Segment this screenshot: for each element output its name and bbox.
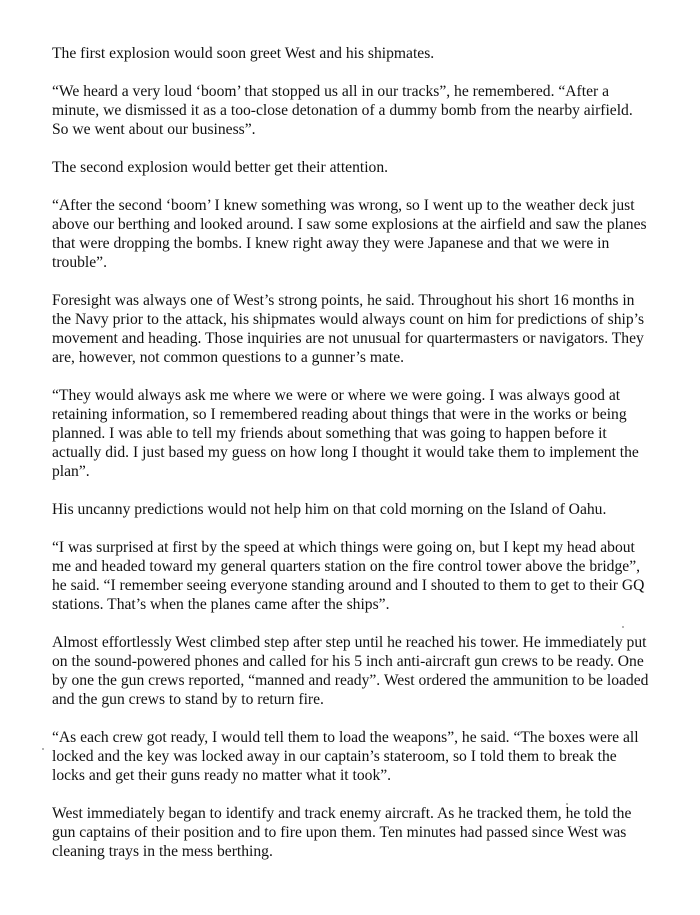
text-body <box>52 44 652 880</box>
paragraph-4: “After the second ‘boom’ I knew something was wrong, so I went up to the weather deck just above our berthing and looked around. I saw some explosions at the airfield and saw the planes that were dropping the bombs. I knew right away they were Japanese and that we were in trouble”. <box>52 197 647 271</box>
paragraph-8: “I was surprised at first by the speed at which things were going on, but I kept my head about me and headed toward my general quarters station on the fire control tower above the bridge”, he said. “I remember seeing everyone standing around and I shouted to them to get to their GQ stations. That’s when the planes came after the ships”. <box>52 539 645 613</box>
paragraph-9: Almost effortlessly West climbed step after step until he reached his tower. He immediately put on the sound-powered phones and called for his 5 inch anti-aircraft gun crews to be ready. One by one the gun crews reported, “manned and ready”. West ordered the ammunition to be loaded and the gun crews to stand by to return fire. <box>52 634 649 708</box>
paragraph-11: West immediately began to identify and track enemy aircraft. As he tracked them, he told the gun captains of their position and to fire upon them. Ten minutes had passed since West was cleaning trays in the mess berthing. <box>52 805 632 860</box>
paragraph-7: His uncanny predictions would not help him on that cold morning on the Island of Oahu. <box>52 501 607 518</box>
paragraph-10: “As each crew got ready, I would tell them to load the weapons”, he said. “The boxes were all locked and the key was locked away in our captain’s stateroom, so I told them to break the locks and get their guns ready no matter what it took”. <box>52 729 639 784</box>
scan-speck <box>622 626 624 628</box>
paragraph-2: “We heard a very loud ‘boom’ that stopped us all in our tracks”, he remembered. “After a minute, we dismissed it as a too-close detonation of a dummy bomb from the nearby airfield. So we went about our business”. <box>52 83 633 138</box>
scan-speck <box>42 748 44 750</box>
paragraph-1: The first explosion would soon greet West and his shipmates. <box>52 45 435 62</box>
paragraph-6: “They would always ask me where we were or where we were going. I was always good at retaining information, so I remembered reading about things that were in the works or being planned. I was able to tell my friends about something that was going to happen before it actually did. I just based my guess on how long I thought it would take them to implement the plan”. <box>52 387 639 480</box>
scan-speck <box>566 803 568 805</box>
paragraph-5: Foresight was always one of West’s strong points, he said. Throughout his short 16 months in the Navy prior to the attack, his shipmates would always count on him for predictions of ship’s movement and heading. Those inquiries are not unusual for quartermasters or navigators. They are, however, not common questions to a gunner’s mate. <box>52 292 645 366</box>
paragraph-3: The second explosion would better get their attention. <box>52 159 389 176</box>
